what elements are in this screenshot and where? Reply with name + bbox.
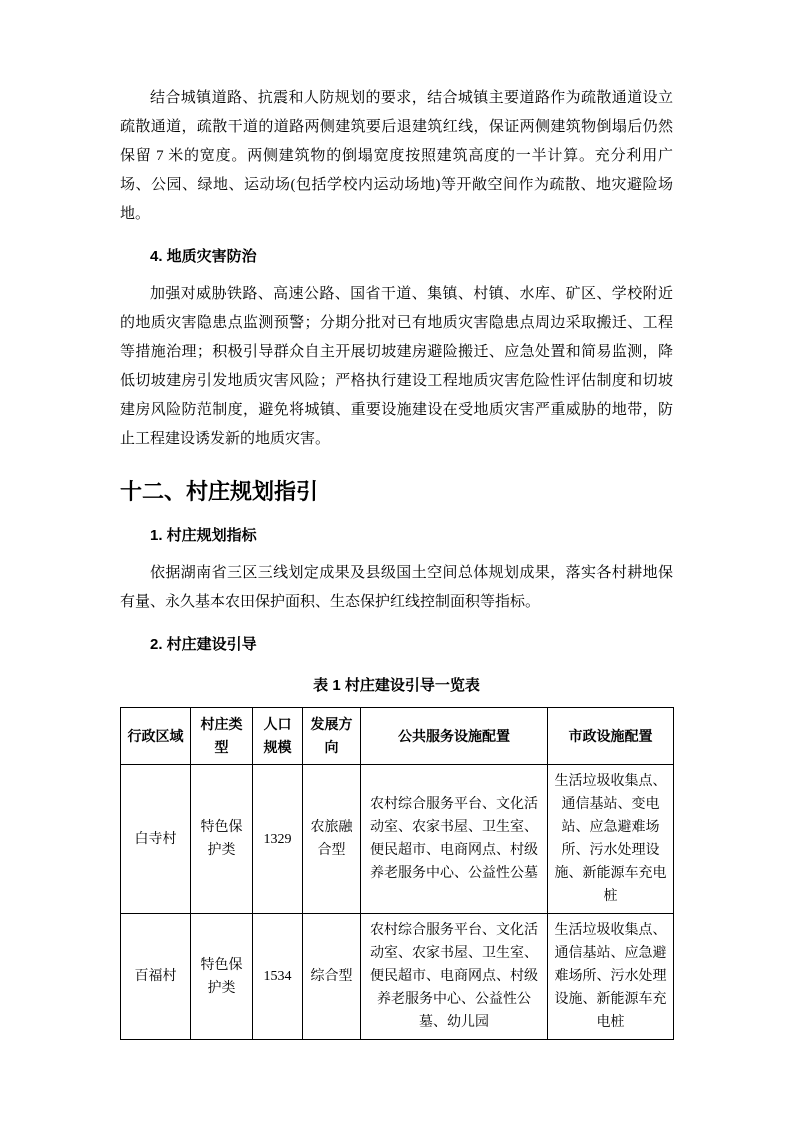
chapter-heading-village-planning-guidance: 十二、村庄规划指引 <box>120 479 319 504</box>
table-header-row <box>121 708 674 765</box>
cell-village-name: 白寺村 <box>121 765 191 914</box>
table-caption: 表 1 村庄建设引导一览表 <box>313 677 480 694</box>
heading-village-construction-guidance: 2. 村庄建设引导 <box>150 636 257 653</box>
cell-village-type: 特色保护类 <box>191 914 253 1040</box>
header-cell-municipal-facilities: 市政设施配置 <box>548 708 674 765</box>
paragraph-geo-disaster-prevention: 加强对威胁铁路、高速公路、国省干道、集镇、村镇、水库、矿区、学校附近的地质灾害隐患点监测预警；分期分批对已有地质灾害隐患点周边采取搬迁、工程等措施治理；积极引导群众自主开展切坡建房避险搬迁、应急处置和简易监测，降低切坡建房引发地质灾害风险；严格执行建设工程地质灾害危险性评估制度和切坡建房风险防范制度，避免将城镇、重要设施建设在受地质灾害严重威胁的地带，防止工程建设诱发新的地质灾害。 <box>120 286 673 447</box>
cell-public-service-facilities: 农村综合服务平台、文化活动室、农家书屋、卫生室、便民超市、电商网点、村级养老服务中心、公益性公墓 <box>361 765 548 914</box>
cell-population: 1534 <box>253 914 303 1040</box>
cell-public-service-facilities: 农村综合服务平台、文化活动室、农家书屋、卫生室、便民超市、电商网点、村级养老服务中心、公益性公墓、幼儿园 <box>361 914 548 1040</box>
heading-village-planning-indicators: 1. 村庄规划指标 <box>150 527 257 544</box>
header-cell-village-type: 村庄类型 <box>191 708 253 765</box>
table-row <box>121 914 674 1040</box>
header-cell-public-service-facilities: 公共服务设施配置 <box>361 708 548 765</box>
table-row <box>121 765 674 914</box>
heading-geo-disaster-prevention: 4. 地质灾害防治 <box>150 248 257 265</box>
header-cell-admin-region: 行政区域 <box>121 708 191 765</box>
cell-development-direction: 农旅融合型 <box>303 765 361 914</box>
cell-development-direction: 综合型 <box>303 914 361 1040</box>
cell-village-type: 特色保护类 <box>191 765 253 914</box>
paragraph-village-planning-indicators: 依据湖南省三区三线划定成果及县级国土空间总体规划成果，落实各村耕地保有量、永久基本农田保护面积、生态保护红线控制面积等指标。 <box>120 565 673 610</box>
cell-municipal-facilities: 生活垃圾收集点、通信基站、应急避难场所、污水处理设施、新能源车充电桩 <box>548 914 674 1040</box>
cell-village-name: 百福村 <box>121 914 191 1040</box>
header-cell-population: 人口规模 <box>253 708 303 765</box>
cell-municipal-facilities: 生活垃圾收集点、通信基站、变电站、应急避难场所、污水处理设施、新能源车充电桩 <box>548 765 674 914</box>
header-cell-development-direction: 发展方向 <box>303 708 361 765</box>
village-construction-guidance-table <box>120 707 674 1040</box>
paragraph-evacuation-planning: 结合城镇道路、抗震和人防规划的要求，结合城镇主要道路作为疏散通道设立疏散通道，疏散干道的道路两侧建筑要后退建筑红线，保证两侧建筑物倒塌后仍然保留 7 米的宽度。两侧建筑物的倒塌宽度按照建筑高度的一半计算。充分利用广场、公园、绿地、运动场(包括学校内运动场地)等开敞空间作为疏散、地灾避险场地。 <box>120 90 673 222</box>
cell-population: 1329 <box>253 765 303 914</box>
